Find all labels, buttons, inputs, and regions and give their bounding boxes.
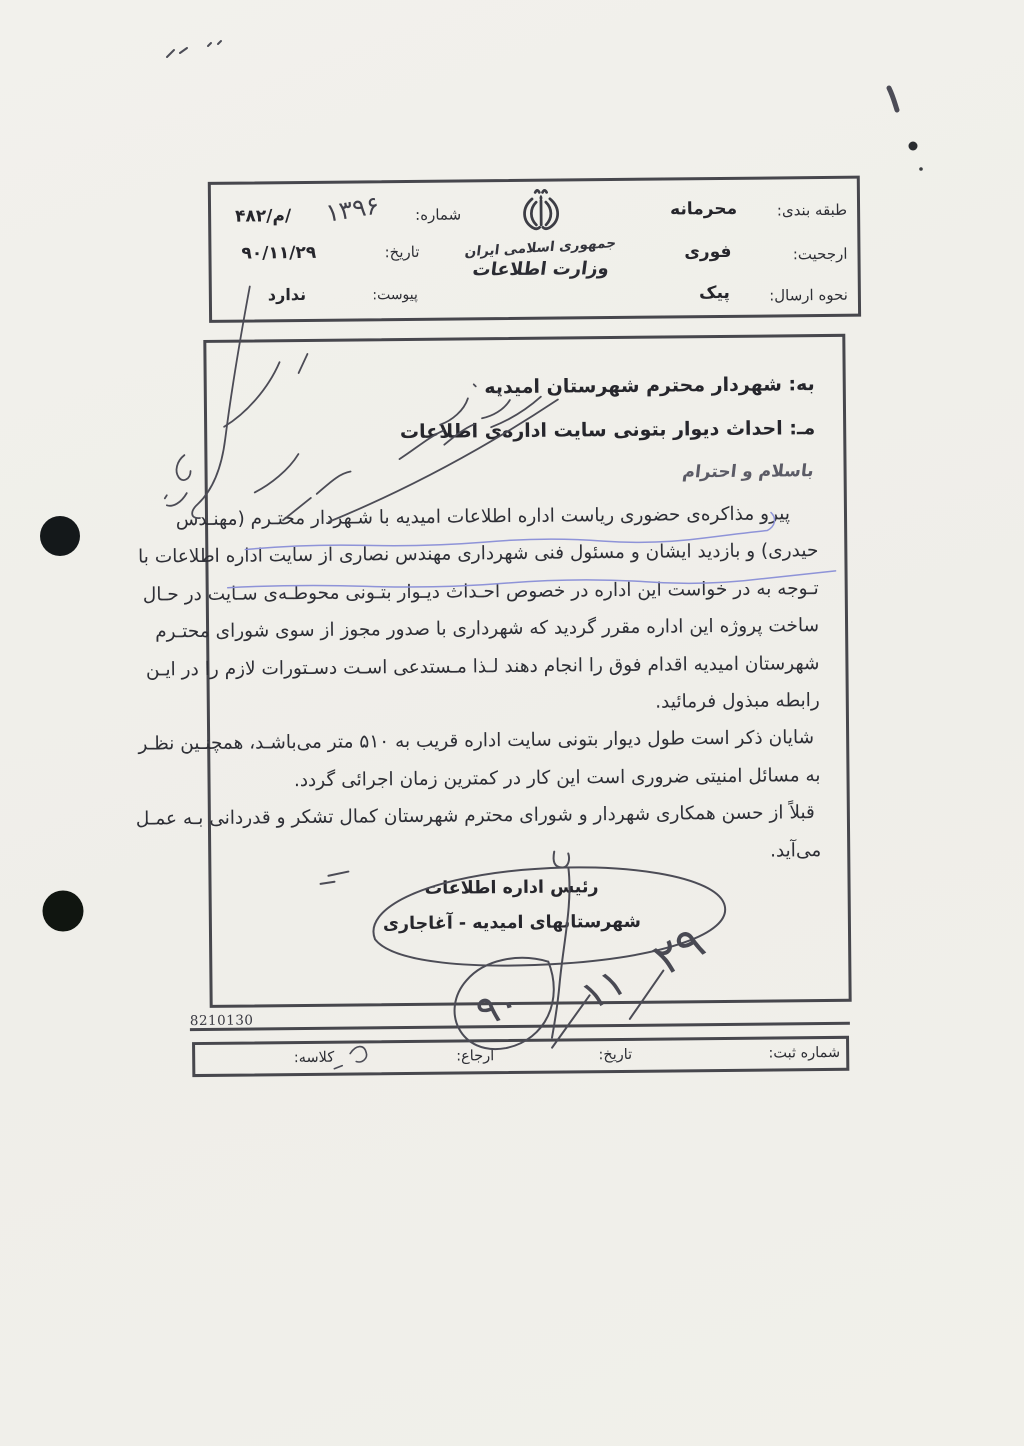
salutation: باسلام و احترام	[681, 461, 815, 483]
body-line: حیدری) و بازدید ایشان و مسئول فنی شهرداری مهندس نصاری از سایت اداره اطلاعات با	[138, 540, 819, 568]
date-label: تاریخ:	[384, 242, 420, 262]
number-row	[235, 190, 462, 228]
date-value: ۹۰/۱۱/۲۹	[241, 242, 317, 264]
handwritten-date-year: ۹۰	[470, 978, 526, 1036]
classification-value: محرمانه	[670, 198, 738, 220]
register-number-label: شماره ثبت:	[768, 1044, 841, 1062]
body-line: قبلاً از حسن همکاری شهردار و شورای محترم شهرستان کمال تشکر و قدردانی بـه عمـل	[135, 802, 815, 830]
priority-value: فوری	[684, 241, 732, 263]
date-row	[241, 242, 419, 264]
body-line: به مسائل امنیتی ضروری است این کار در کمترین زمان اجرائی گردد.	[293, 764, 821, 791]
letterhead	[463, 186, 619, 280]
delivery-value: پیک	[699, 282, 730, 304]
classification-label: طبقه بندی:	[776, 200, 848, 220]
signature-org: شهرستانهای امیدیه - آغاجاری	[382, 911, 641, 935]
handwritten-date-month: ۱۱	[573, 958, 634, 1020]
body-line: تـوجه به در خواست این اداره در خصوص احـداث دیـوار بتـونی محوطـه‌ی سـایت در حـال	[142, 577, 819, 606]
header-box	[208, 176, 861, 323]
ministry-title: وزارت اطلاعات	[471, 258, 611, 281]
delivery-label: نحوه ارسال:	[769, 285, 848, 305]
to-line: به: شهردار محترم شهرستان امیدیه	[484, 373, 815, 399]
iran-coat-of-arms-icon	[512, 186, 568, 239]
republic-title: جمهوری اسلامی ایران	[464, 235, 618, 261]
code-number: 8210130	[189, 1012, 254, 1030]
attachment-label: پیوست:	[372, 286, 418, 304]
code-strip	[190, 1004, 850, 1031]
body-line: پیرو مذاکره‌ی حضوری ریاست اداره اطلاعات امیدیه با شـهردار محتـرم (مهنـدس	[175, 503, 791, 531]
number-handwritten: ۱۳۹۶	[323, 190, 382, 228]
handwritten-date-day: ۲۹	[643, 914, 714, 987]
attachment-row	[268, 284, 418, 304]
register-date-label: تاریخ:	[598, 1046, 633, 1064]
body-line: ساخت پروژه این اداره مقرر گردید که شهرداری با صدور مجوز از سوی شورای محتـرم	[155, 615, 820, 643]
attachment-value: ندارد	[267, 284, 307, 305]
body-line: شایان ذکر است طول دیوار بتونی سایت اداره قریب به ۵۱۰ متر می‌باشـد، همچنـین نظـر	[138, 727, 815, 755]
register-box	[192, 1036, 849, 1077]
body-line: رابطه مبذول فرمائید.	[655, 690, 820, 713]
subject-line: مـ: احداث دیوار بتونی سایت اداره‌ی اطلاعات	[399, 417, 816, 444]
body-line: شهرستان امیدیه اقدام فوق را انجام دهند لـذا مـستدعی اسـت دسـتورات لازم را در ایـن	[145, 652, 820, 681]
body-line: می‌آید.	[769, 839, 822, 862]
letter-body	[135, 495, 822, 875]
signature-block	[361, 870, 662, 943]
classe-label: کلاسه:	[293, 1049, 335, 1067]
referral-label: ارجاع:	[456, 1048, 495, 1065]
number-printed: /م/۴۸۲	[235, 206, 292, 227]
number-label: شماره:	[415, 205, 462, 224]
priority-label: ارجحیت:	[792, 244, 848, 264]
letter-box	[135, 334, 851, 1008]
signature-title: رئیس اداره اطلاعات	[424, 877, 599, 899]
